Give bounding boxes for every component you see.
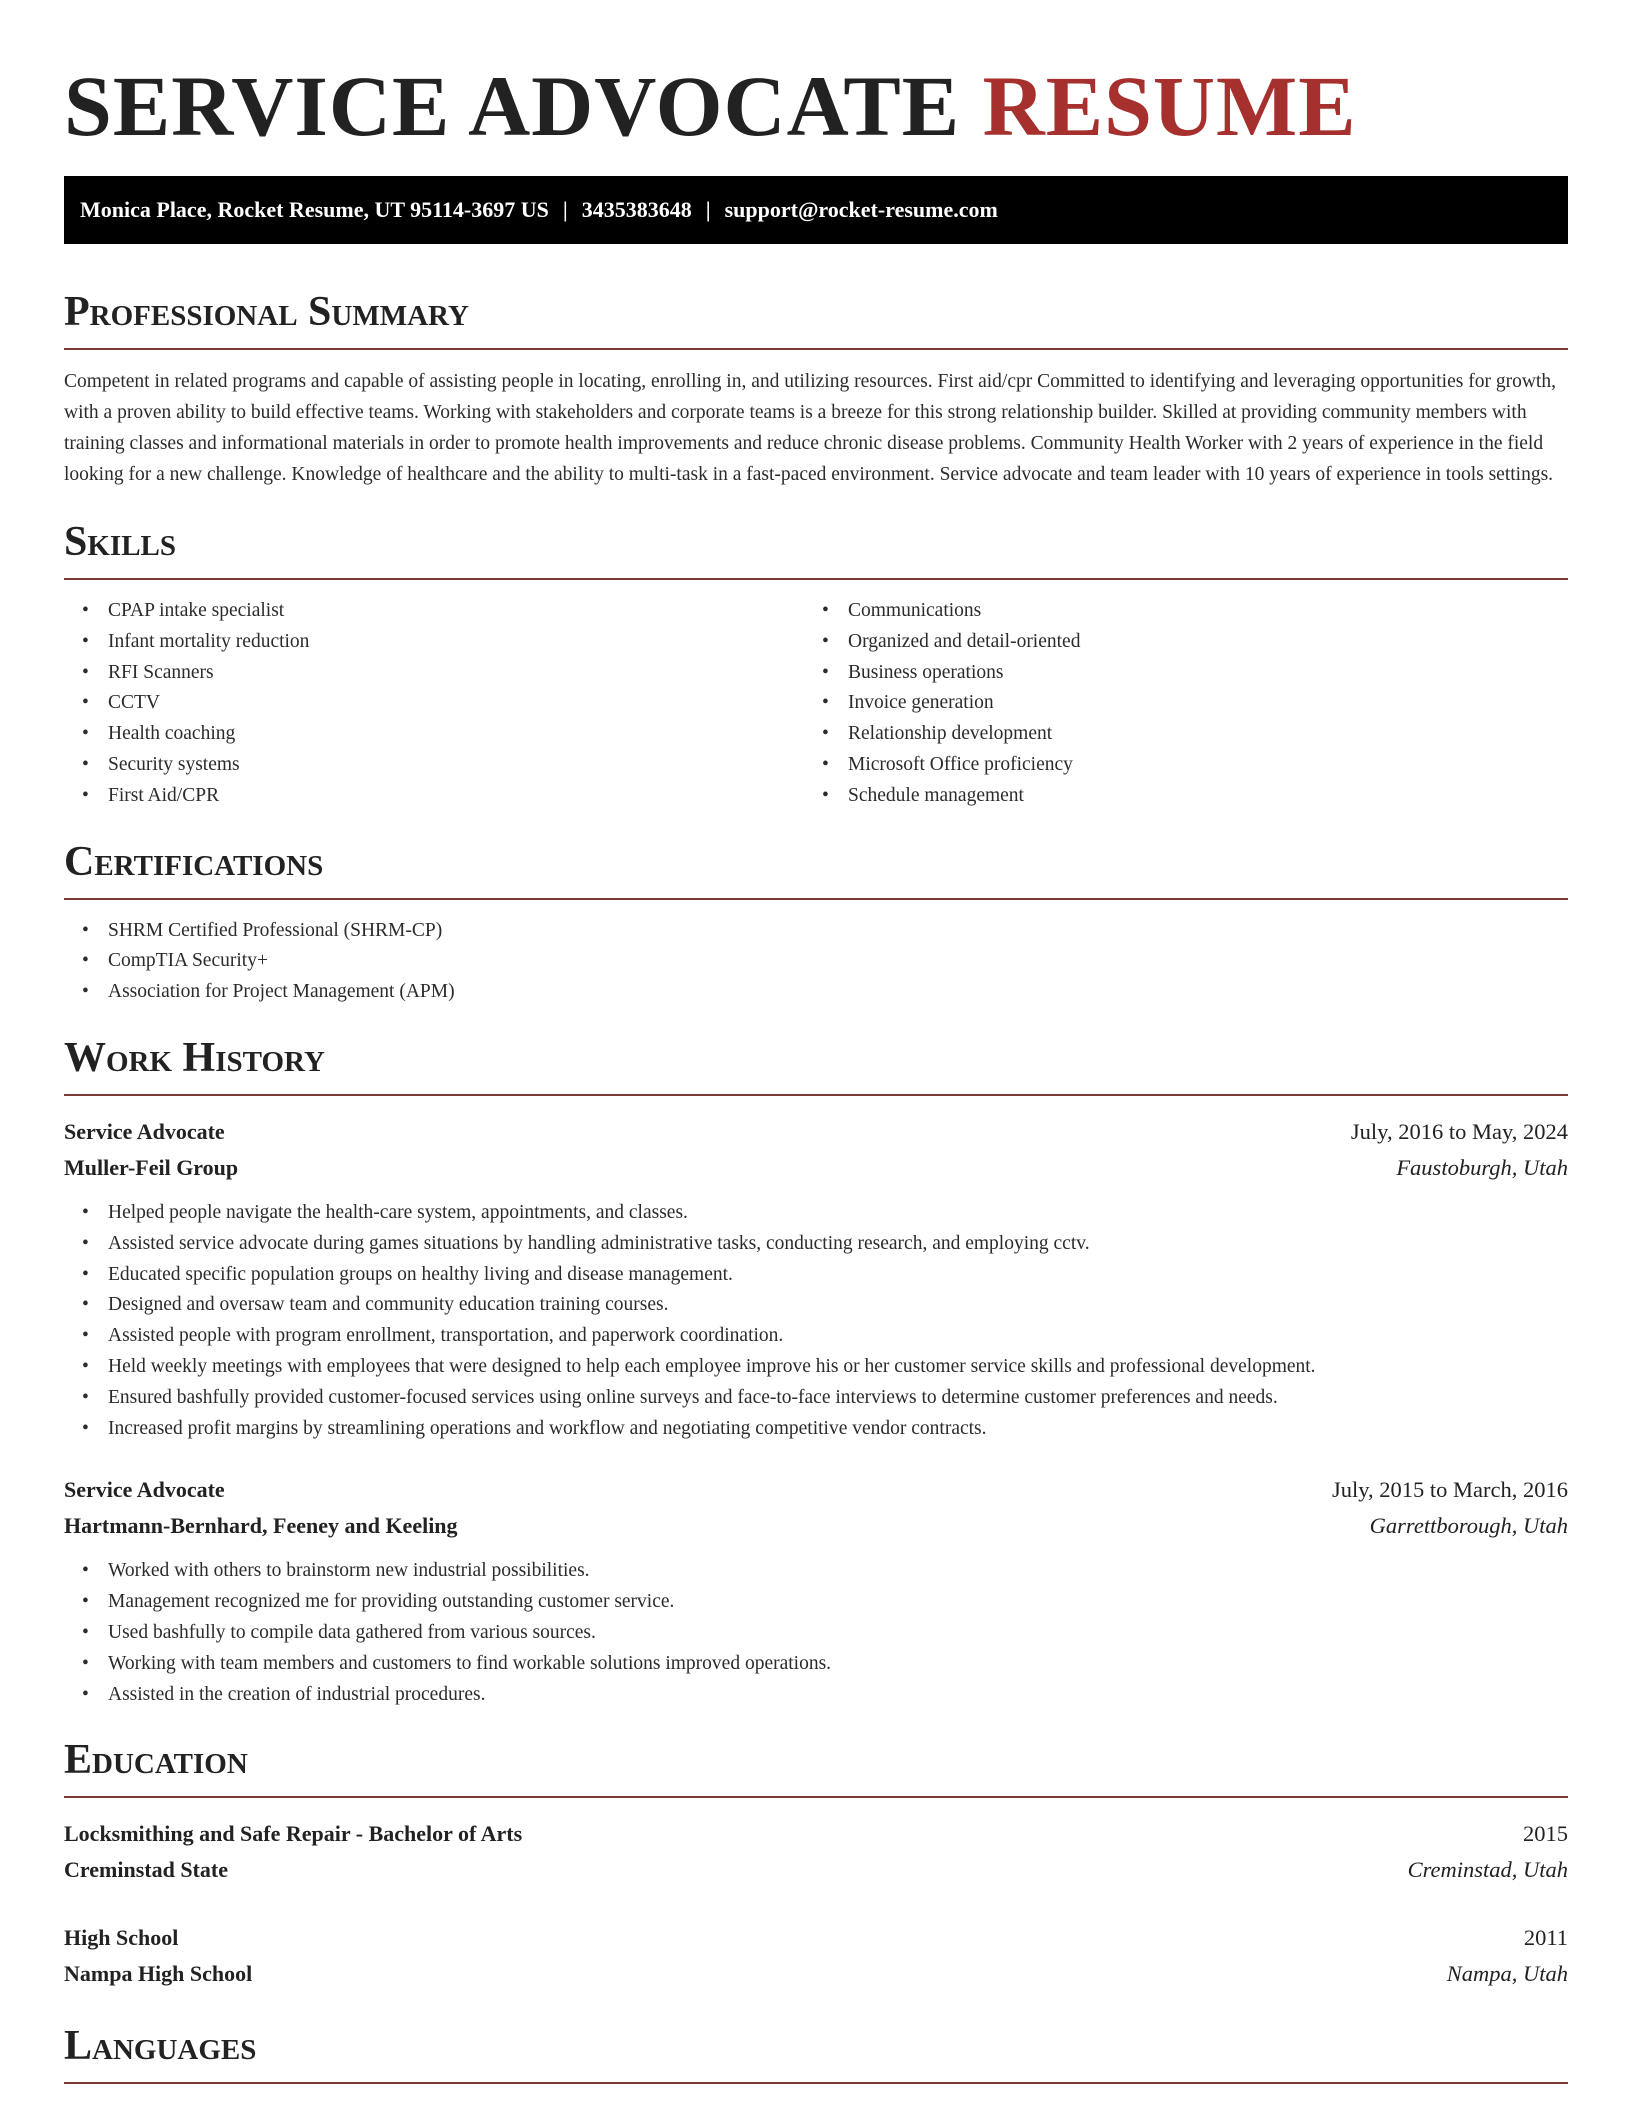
contact-phone: 3435383648 [581,197,692,222]
contact-separator: | [705,197,711,222]
duty-item: • Assisted service advocate during games situations by handling administrative tasks, conducting research, and employing cctv. [108,1229,1568,1260]
duty-item: • Assisted people with program enrollment, transportation, and paperwork coordination. [108,1321,1568,1352]
skills-grid [64,596,1568,812]
skill-item: • First Aid/CPR [108,781,804,812]
resume-title [64,56,1568,156]
skill-item: • Organized and detail-oriented [848,627,1544,658]
job-entry [64,1472,1568,1710]
contact-email[interactable]: support@rocket-resume.com [724,197,998,222]
duty-item: • Used bashfully to compile data gathered from various sources. [108,1618,1568,1649]
duty-item: • Assisted in the creation of industrial procedures. [108,1680,1568,1711]
title-main: SERVICE ADVOCATE [64,58,961,154]
duty-item: • Designed and oversaw team and community education training courses. [108,1290,1568,1321]
contact-address: Monica Place, Rocket Resume, UT 95114-3697 US [80,197,549,222]
job-entry [64,1114,1568,1444]
job-location: Garrettborough, Utah [1369,1513,1568,1539]
skills-list-right [804,596,1544,812]
education-location: Creminstad, Utah [1407,1857,1568,1883]
summary-heading: Professional Summary [64,288,1568,350]
skill-item: • CCTV [108,688,804,719]
summary-text: Competent in related programs and capable of assisting people in locating, enrolling in, and utilizing resources. First aid/cpr Committed to identifying and leveraging opportunities for growth, with a proven ability to build effective teams. Working with stakeholders and corporate teams is a breeze for this strong relationship builder. Skilled at providing community members with training classes and informational materials in order to promote health improvements and reduce chronic disease problems. Community Health Worker with 2 years of experience in the field looking for a new challenge. Knowledge of healthcare and the ability to multi-task in a fast-paced environment. Service advocate and team leader with 10 years of experience in tools settings. [64,371,1556,485]
job-title-row [64,1472,1568,1508]
duty-item: • Management recognized me for providing outstanding customer service. [108,1587,1568,1618]
job-title: Service Advocate [64,1118,225,1144]
education-degree: Locksmithing and Safe Repair - Bachelor of Arts [64,1821,523,1847]
contact-separator: | [562,197,568,222]
skills-section [64,518,1568,812]
education-year: 2015 [1523,1821,1568,1847]
languages-heading: Languages [64,2022,1568,2084]
education-heading: Education [64,1736,1568,1798]
skill-item: • Relationship development [848,719,1544,750]
skills-heading: Skills [64,518,1568,580]
job-dates: July, 2015 to March, 2016 [1331,1477,1568,1503]
job-company-row [64,1150,1568,1186]
duty-item: • Ensured bashfully provided customer-focused services using online surveys and face-to-face interviews to determine customer preferences and needs. [108,1383,1568,1414]
job-company: Hartmann-Bernhard, Feeney and Keeling [64,1513,458,1539]
duty-item: • Held weekly meetings with employees that were designed to help each employee improve his or her customer service skills and professional development. [108,1352,1568,1383]
skills-column-right [804,596,1544,812]
certification-item: • CompTIA Security+ [108,946,1568,977]
job-duties [64,1198,1568,1444]
education-section [64,1736,1568,1992]
skill-item: • Health coaching [108,719,804,750]
skill-item: • Microsoft Office proficiency [848,750,1544,781]
education-degree-row [64,1816,1568,1852]
education-degree: High School [64,1925,179,1951]
work-history-section [64,1034,1568,1710]
skill-item: • RFI Scanners [108,658,804,689]
certifications-list [64,916,1568,1008]
skills-column-left [64,596,804,812]
skills-list-left [64,596,804,812]
education-school-row [64,1956,1568,1992]
job-company: Muller-Feil Group [64,1154,239,1180]
job-title-row [64,1114,1568,1150]
certifications-heading: Certifications [64,838,1568,900]
education-entry [64,1920,1568,1992]
duty-item: • Working with team members and customers to find workable solutions improved operations. [108,1649,1568,1680]
certification-item: • Association for Project Management (APM) [108,977,1568,1008]
education-school-row [64,1852,1568,1888]
job-company-row [64,1508,1568,1544]
resume-page [64,0,1568,2084]
certifications-section [64,838,1568,1008]
languages-section [64,2022,1568,2084]
duty-item: • Worked with others to brainstorm new industrial possibilities. [108,1556,1568,1587]
duty-item: • Increased profit margins by streamlining operations and workflow and negotiating competitive vendor contracts. [108,1414,1568,1445]
certification-item: • SHRM Certified Professional (SHRM-CP) [108,916,1568,947]
job-dates: July, 2016 to May, 2024 [1350,1118,1568,1144]
job-location: Faustoburgh, Utah [1396,1154,1568,1180]
contact-bar [64,176,1568,244]
skill-item: • Security systems [108,750,804,781]
skill-item: • Business operations [848,658,1544,689]
duty-item: • Educated specific population groups on healthy living and disease management. [108,1260,1568,1291]
work-history-heading: Work History [64,1034,1568,1096]
education-school: Creminstad State [64,1857,228,1883]
education-location: Nampa, Utah [1446,1961,1568,1987]
summary-section [64,288,1568,490]
education-degree-row [64,1920,1568,1956]
skill-item: • Schedule management [848,781,1544,812]
skill-item: • Invoice generation [848,688,1544,719]
title-accent: RESUME [982,58,1357,154]
job-title: Service Advocate [64,1477,225,1503]
education-year: 2011 [1523,1925,1568,1951]
skill-item: • CPAP intake specialist [108,596,804,627]
skill-item: • Communications [848,596,1544,627]
duty-item: • Helped people navigate the health-care system, appointments, and classes. [108,1198,1568,1229]
job-duties [64,1556,1568,1710]
education-school: Nampa High School [64,1961,253,1987]
skill-item: • Infant mortality reduction [108,627,804,658]
education-entry [64,1816,1568,1888]
